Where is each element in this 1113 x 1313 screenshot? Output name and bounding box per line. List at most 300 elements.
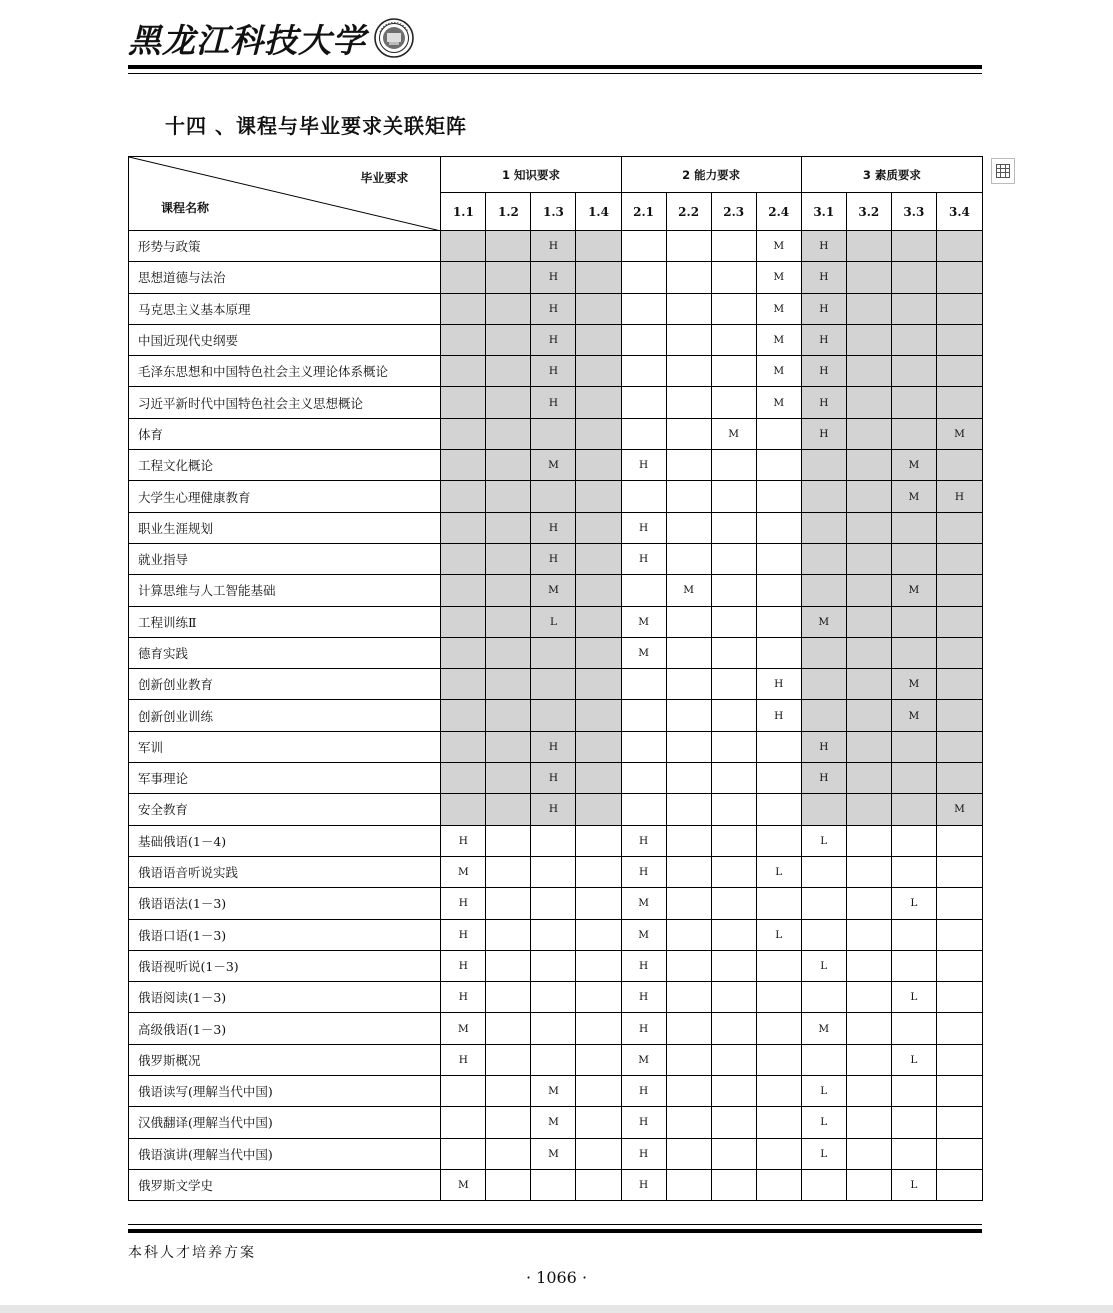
relevance-cell: [756, 982, 801, 1013]
grid-icon: [995, 163, 1011, 179]
relevance-cell: [486, 825, 531, 856]
relevance-cell: H: [531, 324, 576, 355]
relevance-cell: M: [666, 575, 711, 606]
requirement-column-header: 3.2: [846, 193, 891, 231]
relevance-cell: [711, 1138, 756, 1169]
course-name-cell: 高级俄语(1－3): [129, 1013, 441, 1044]
relevance-cell: [711, 794, 756, 825]
relevance-cell: [666, 231, 711, 262]
relevance-cell: [936, 606, 982, 637]
table-row: [129, 982, 983, 1013]
relevance-cell: M: [801, 606, 846, 637]
relevance-cell: [891, 950, 936, 981]
relevance-cell: H: [441, 950, 486, 981]
relevance-cell: [711, 700, 756, 731]
relevance-cell: [711, 1169, 756, 1200]
relevance-cell: [576, 293, 621, 324]
relevance-cell: [666, 763, 711, 794]
relevance-cell: L: [891, 982, 936, 1013]
relevance-cell: [801, 481, 846, 512]
relevance-cell: [891, 262, 936, 293]
relevance-cell: [711, 387, 756, 418]
table-select-icon[interactable]: [991, 158, 1015, 184]
relevance-cell: H: [441, 888, 486, 919]
relevance-cell: [576, 262, 621, 293]
relevance-cell: [801, 669, 846, 700]
relevance-cell: [936, 293, 982, 324]
table-row: [129, 1013, 983, 1044]
course-name-cell: 毛泽东思想和中国特色社会主义理论体系概论: [129, 356, 441, 387]
requirement-column-header: 2.2: [666, 193, 711, 231]
relevance-cell: [891, 356, 936, 387]
relevance-cell: [711, 637, 756, 668]
relevance-cell: [666, 950, 711, 981]
university-seal-icon: [374, 18, 414, 58]
relevance-cell: [801, 794, 846, 825]
relevance-cell: [576, 825, 621, 856]
table-row: [129, 1076, 983, 1107]
course-name-cell: 工程训练Ⅱ: [129, 606, 441, 637]
relevance-cell: [576, 543, 621, 574]
relevance-cell: [666, 794, 711, 825]
relevance-cell: [846, 982, 891, 1013]
relevance-cell: [936, 1076, 982, 1107]
relevance-cell: H: [621, 825, 666, 856]
relevance-cell: [711, 575, 756, 606]
relevance-cell: [846, 481, 891, 512]
relevance-cell: [486, 637, 531, 668]
relevance-cell: L: [801, 825, 846, 856]
relevance-cell: [711, 231, 756, 262]
relevance-cell: M: [621, 637, 666, 668]
relevance-cell: H: [621, 1138, 666, 1169]
relevance-cell: M: [756, 324, 801, 355]
relevance-cell: [666, 1076, 711, 1107]
relevance-cell: [756, 1013, 801, 1044]
section-title: 十四 、课程与毕业要求关联矩阵: [165, 114, 467, 138]
relevance-cell: [711, 262, 756, 293]
table-row: [129, 1169, 983, 1200]
relevance-cell: [531, 669, 576, 700]
table-row: [129, 825, 983, 856]
course-name-cell: 体育: [129, 418, 441, 449]
relevance-cell: H: [621, 450, 666, 481]
relevance-cell: M: [531, 1076, 576, 1107]
course-name-cell: 大学生心理健康教育: [129, 481, 441, 512]
group-header: 3 素质要求: [801, 157, 982, 193]
relevance-cell: [711, 1076, 756, 1107]
table-row: [129, 763, 983, 794]
relevance-cell: [846, 731, 891, 762]
requirement-column-header: 2.3: [711, 193, 756, 231]
relevance-cell: H: [621, 1107, 666, 1138]
relevance-cell: [846, 763, 891, 794]
relevance-cell: [936, 575, 982, 606]
relevance-cell: L: [891, 888, 936, 919]
requirement-column-header: 1.2: [486, 193, 531, 231]
relevance-cell: M: [621, 606, 666, 637]
relevance-cell: M: [801, 1013, 846, 1044]
header-rule-thin: [128, 73, 982, 74]
table-row: [129, 794, 983, 825]
relevance-cell: [846, 231, 891, 262]
relevance-cell: [576, 575, 621, 606]
relevance-cell: L: [756, 856, 801, 887]
relevance-cell: [441, 575, 486, 606]
course-name-cell: 职业生涯规划: [129, 512, 441, 543]
relevance-cell: [486, 575, 531, 606]
relevance-cell: [666, 387, 711, 418]
relevance-cell: [576, 512, 621, 543]
requirement-column-header: 3.4: [936, 193, 982, 231]
relevance-cell: [576, 356, 621, 387]
relevance-cell: [486, 512, 531, 543]
relevance-cell: M: [756, 262, 801, 293]
program-title: 本科人才培养方案: [128, 1245, 256, 1261]
relevance-cell: [486, 700, 531, 731]
relevance-cell: [846, 888, 891, 919]
relevance-cell: [801, 982, 846, 1013]
relevance-cell: H: [801, 731, 846, 762]
course-name-cell: 俄语阅读(1－3): [129, 982, 441, 1013]
relevance-cell: [576, 888, 621, 919]
relevance-cell: [801, 888, 846, 919]
relevance-cell: [666, 1138, 711, 1169]
relevance-cell: M: [936, 418, 982, 449]
relevance-cell: [936, 387, 982, 418]
relevance-cell: [936, 356, 982, 387]
relevance-cell: [621, 669, 666, 700]
relevance-cell: H: [531, 262, 576, 293]
relevance-cell: [621, 262, 666, 293]
relevance-cell: [846, 1013, 891, 1044]
relevance-cell: [576, 950, 621, 981]
relevance-cell: [486, 669, 531, 700]
relevance-cell: [576, 637, 621, 668]
relevance-cell: [891, 543, 936, 574]
relevance-cell: [441, 1076, 486, 1107]
relevance-cell: [711, 1013, 756, 1044]
relevance-cell: [441, 637, 486, 668]
relevance-cell: [756, 731, 801, 762]
relevance-cell: [756, 418, 801, 449]
relevance-cell: [531, 888, 576, 919]
relevance-cell: H: [531, 231, 576, 262]
relevance-cell: [846, 262, 891, 293]
requirement-axis-label: 毕业要求: [360, 171, 409, 185]
relevance-cell: H: [621, 982, 666, 1013]
relevance-cell: [666, 262, 711, 293]
relevance-cell: [486, 1138, 531, 1169]
footer-rule-thin: [128, 1224, 982, 1225]
course-name-cell: 计算思维与人工智能基础: [129, 575, 441, 606]
relevance-cell: [576, 700, 621, 731]
relevance-cell: [666, 543, 711, 574]
relevance-cell: [486, 1076, 531, 1107]
relevance-cell: L: [756, 919, 801, 950]
relevance-cell: [531, 950, 576, 981]
relevance-cell: [846, 606, 891, 637]
course-name-cell: 习近平新时代中国特色社会主义思想概论: [129, 387, 441, 418]
relevance-cell: [891, 731, 936, 762]
relevance-cell: [666, 356, 711, 387]
relevance-cell: L: [891, 1169, 936, 1200]
relevance-cell: [891, 637, 936, 668]
relevance-cell: [666, 1169, 711, 1200]
relevance-cell: [621, 324, 666, 355]
relevance-cell: [621, 575, 666, 606]
table-row: [129, 324, 983, 355]
requirement-column-header: 3.1: [801, 193, 846, 231]
relevance-cell: [576, 763, 621, 794]
relevance-cell: [486, 324, 531, 355]
relevance-cell: H: [441, 825, 486, 856]
relevance-cell: [441, 1138, 486, 1169]
table-row: [129, 231, 983, 262]
relevance-cell: [891, 231, 936, 262]
matrix-body: [129, 231, 983, 1201]
relevance-cell: [846, 543, 891, 574]
relevance-cell: M: [711, 418, 756, 449]
relevance-cell: H: [801, 387, 846, 418]
relevance-cell: [621, 794, 666, 825]
relevance-cell: [756, 763, 801, 794]
relevance-cell: L: [891, 1044, 936, 1075]
relevance-cell: L: [531, 606, 576, 637]
relevance-cell: [441, 700, 486, 731]
relevance-cell: [486, 731, 531, 762]
relevance-cell: [486, 356, 531, 387]
relevance-cell: [621, 356, 666, 387]
relevance-cell: [936, 450, 982, 481]
relevance-cell: [666, 888, 711, 919]
relevance-cell: [936, 982, 982, 1013]
relevance-cell: [486, 418, 531, 449]
relevance-cell: [891, 1076, 936, 1107]
table-row: [129, 700, 983, 731]
relevance-cell: H: [621, 856, 666, 887]
relevance-cell: [846, 324, 891, 355]
table-row: [129, 731, 983, 762]
course-name-cell: 创新创业训练: [129, 700, 441, 731]
relevance-cell: [891, 387, 936, 418]
relevance-cell: [486, 1107, 531, 1138]
relevance-cell: [846, 1138, 891, 1169]
footer-rule-thick: [128, 1229, 982, 1233]
relevance-cell: [486, 543, 531, 574]
relevance-cell: [711, 669, 756, 700]
relevance-cell: [846, 356, 891, 387]
relevance-cell: [666, 418, 711, 449]
relevance-cell: [576, 856, 621, 887]
relevance-cell: [666, 731, 711, 762]
relevance-cell: [486, 293, 531, 324]
relevance-cell: H: [441, 1044, 486, 1075]
relevance-cell: [756, 1138, 801, 1169]
table-row: [129, 606, 983, 637]
relevance-cell: [936, 763, 982, 794]
relevance-cell: H: [531, 731, 576, 762]
relevance-cell: [936, 262, 982, 293]
course-name-cell: 基础俄语(1－4): [129, 825, 441, 856]
relevance-cell: [441, 481, 486, 512]
relevance-cell: [441, 731, 486, 762]
relevance-cell: H: [756, 669, 801, 700]
relevance-cell: [576, 1076, 621, 1107]
requirement-column-header: 1.3: [531, 193, 576, 231]
requirement-column-header: 2.1: [621, 193, 666, 231]
relevance-cell: [711, 763, 756, 794]
relevance-cell: [756, 794, 801, 825]
relevance-cell: [756, 1076, 801, 1107]
table-row: [129, 575, 983, 606]
relevance-cell: [891, 1013, 936, 1044]
header-rule-thick: [128, 65, 982, 69]
relevance-cell: [486, 1169, 531, 1200]
course-name-cell: 工程文化概论: [129, 450, 441, 481]
relevance-cell: M: [891, 450, 936, 481]
relevance-cell: [486, 387, 531, 418]
relevance-cell: [936, 669, 982, 700]
relevance-cell: M: [756, 356, 801, 387]
relevance-cell: [711, 982, 756, 1013]
course-name-cell: 德育实践: [129, 637, 441, 668]
relevance-cell: [576, 231, 621, 262]
relevance-cell: [711, 856, 756, 887]
relevance-cell: [891, 919, 936, 950]
corner-header-cell: [129, 157, 441, 231]
relevance-cell: [666, 919, 711, 950]
table-row: [129, 543, 983, 574]
relevance-cell: L: [801, 950, 846, 981]
relevance-cell: M: [756, 387, 801, 418]
relevance-cell: [576, 1044, 621, 1075]
relevance-cell: M: [531, 1138, 576, 1169]
course-name-cell: 俄罗斯概况: [129, 1044, 441, 1075]
relevance-cell: [891, 763, 936, 794]
relevance-cell: H: [801, 262, 846, 293]
relevance-cell: M: [891, 575, 936, 606]
relevance-cell: [936, 950, 982, 981]
relevance-cell: [891, 512, 936, 543]
relevance-cell: [846, 293, 891, 324]
relevance-cell: [891, 324, 936, 355]
relevance-cell: [666, 324, 711, 355]
relevance-cell: M: [531, 450, 576, 481]
relevance-cell: [486, 450, 531, 481]
course-name-cell: 思想道德与法治: [129, 262, 441, 293]
relevance-cell: [666, 669, 711, 700]
relevance-cell: M: [756, 293, 801, 324]
relevance-cell: [531, 481, 576, 512]
table-row: [129, 481, 983, 512]
relevance-cell: H: [801, 293, 846, 324]
relevance-cell: [666, 481, 711, 512]
table-row: [129, 512, 983, 543]
relevance-cell: [531, 825, 576, 856]
relevance-cell: [891, 1138, 936, 1169]
table-row: [129, 262, 983, 293]
relevance-cell: [441, 512, 486, 543]
relevance-cell: [531, 919, 576, 950]
relevance-cell: [441, 231, 486, 262]
relevance-cell: [441, 669, 486, 700]
relevance-cell: [576, 418, 621, 449]
relevance-cell: [441, 543, 486, 574]
relevance-cell: [666, 606, 711, 637]
table-row: [129, 856, 983, 887]
relevance-cell: [486, 919, 531, 950]
relevance-cell: M: [531, 575, 576, 606]
relevance-cell: [936, 324, 982, 355]
relevance-cell: [756, 481, 801, 512]
relevance-cell: [576, 606, 621, 637]
course-requirement-matrix: [128, 156, 983, 1201]
relevance-cell: [711, 324, 756, 355]
relevance-cell: H: [621, 1169, 666, 1200]
relevance-cell: [936, 919, 982, 950]
relevance-cell: [801, 1169, 846, 1200]
relevance-cell: [486, 763, 531, 794]
relevance-cell: [441, 387, 486, 418]
relevance-cell: [756, 637, 801, 668]
relevance-cell: M: [756, 231, 801, 262]
relevance-cell: [801, 637, 846, 668]
relevance-cell: L: [801, 1076, 846, 1107]
relevance-cell: H: [531, 763, 576, 794]
relevance-cell: [756, 950, 801, 981]
relevance-cell: H: [801, 418, 846, 449]
relevance-cell: [486, 481, 531, 512]
relevance-cell: [756, 606, 801, 637]
relevance-cell: L: [801, 1138, 846, 1169]
relevance-cell: [936, 512, 982, 543]
relevance-cell: [666, 982, 711, 1013]
relevance-cell: [801, 575, 846, 606]
table-row: [129, 387, 983, 418]
relevance-cell: [621, 700, 666, 731]
relevance-cell: [936, 888, 982, 919]
relevance-cell: H: [801, 231, 846, 262]
course-name-cell: 创新创业教育: [129, 669, 441, 700]
relevance-cell: [576, 919, 621, 950]
table-row: [129, 293, 983, 324]
relevance-cell: [441, 763, 486, 794]
relevance-cell: H: [531, 293, 576, 324]
relevance-cell: [576, 387, 621, 418]
relevance-cell: [891, 418, 936, 449]
relevance-cell: [486, 1044, 531, 1075]
university-name: 黑龙江科技大学: [128, 20, 366, 60]
relevance-cell: [801, 543, 846, 574]
relevance-cell: [621, 387, 666, 418]
relevance-cell: H: [441, 919, 486, 950]
relevance-cell: M: [621, 1044, 666, 1075]
group-header: 2 能力要求: [621, 157, 801, 193]
relevance-cell: [441, 1107, 486, 1138]
relevance-cell: [441, 324, 486, 355]
relevance-cell: [846, 450, 891, 481]
relevance-cell: [621, 293, 666, 324]
relevance-cell: [621, 231, 666, 262]
relevance-cell: [666, 1107, 711, 1138]
relevance-cell: [846, 1076, 891, 1107]
requirement-column-header: 1.4: [576, 193, 621, 231]
relevance-cell: [846, 1044, 891, 1075]
relevance-cell: [531, 1013, 576, 1044]
relevance-cell: [576, 669, 621, 700]
relevance-cell: [801, 512, 846, 543]
